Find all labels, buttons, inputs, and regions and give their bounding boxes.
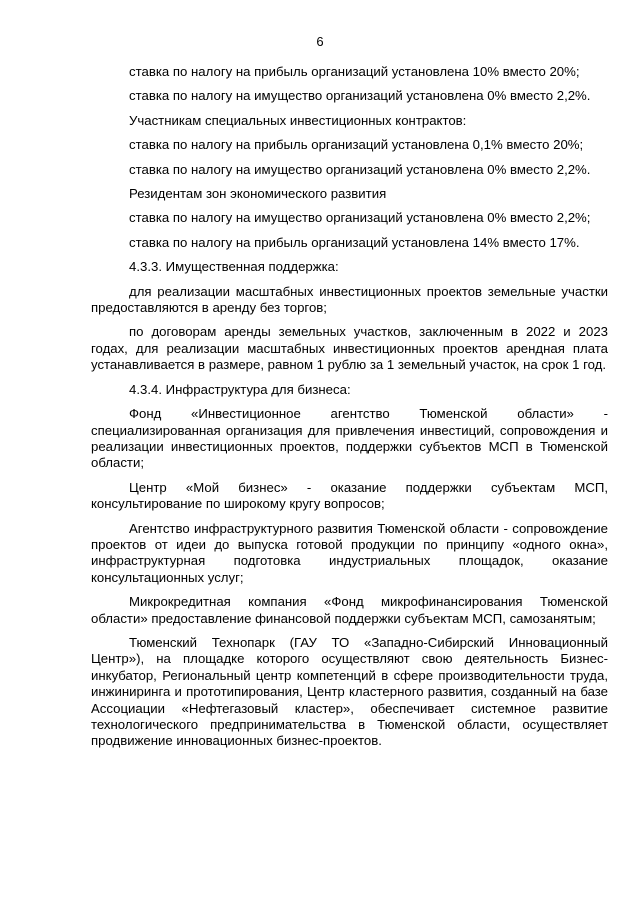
document-body: [91, 64, 608, 758]
paragraph-my-business-center: Центр «Мой бизнес» - оказание поддержки субъектам МСП, консультирование по широкому кругу вопросов;: [91, 479, 608, 512]
paragraph-spic-property-tax: ставка по налогу на имущество организаций установлена 0% вместо 2,2%.: [129, 161, 591, 177]
paragraph-microfinance-fund: Микрокредитная компания «Фонд микрофинансирования Тюменской области» предоставление финансовой поддержки субъектам МСП, самозанятым;: [91, 594, 608, 626]
paragraph-technopark: Тюменский Технопарк (ГАУ ТО «Западно-Сибирский Инновационный Центр»), на площадке которого осуществляют свою деятельность Бизнес-инкубатор, Региональный центр компетенций в сфере производительности труда, инжиниринга и прототипирования, Центр кластерного развития, созданный на базе Ассоциации «Нефтегазовый кластер», обеспечивает системное развитие технологического предпринимательства в Тюменской области, осуществляет продвижение инновационных бизнес-проектов.: [91, 634, 608, 749]
paragraph-infrastructure-agency: Агентство инфраструктурного развития Тюменской области - сопровождение проектов от идеи до выпуска готовой продукции по принципу «одного окна», инфраструктурная подготовка индустриальных площадок, оказание консультационных услуг;: [91, 520, 608, 585]
paragraph-land-lease-rent: по договорам аренды земельных участков, заключенным в 2022 и 2023 годах, для реализации масштабных инвестиционных проектов арендная плата устанавливается в размере, равном 1 рублю за 1 земельный участок, на срок 1 год.: [91, 324, 608, 373]
paragraph-profit-tax-rate: ставка по налогу на прибыль организаций установлена 10% вместо 20%;: [129, 64, 580, 79]
section-heading-property-support: 4.3.3. Имущественная поддержка:: [129, 259, 339, 275]
paragraph-land-lease-no-auction: для реализации масштабных инвестиционных проектов земельные участки предоставляются в аренду без торгов;: [91, 283, 608, 316]
paragraph-property-tax-rate: ставка по налогу на имущество организаций установлена 0% вместо 2,2%.: [129, 88, 591, 104]
paragraph-zones-heading: Резидентам зон экономического развития: [129, 186, 387, 202]
paragraph-spic-heading: Участникам специальных инвестиционных контрактов:: [129, 112, 467, 128]
paragraph-spic-profit-tax: ставка по налогу на прибыль организаций установлена 0,1% вместо 20%;: [129, 137, 584, 153]
paragraph-investment-agency: Фонд «Инвестиционное агентство Тюменской области» - специализированная организация для привлечения инвестиций, сопровождения и реализации инвестиционных проектов, поддержки субъектов МСП в Тюменской области;: [91, 406, 608, 471]
page-number: 6: [316, 34, 324, 49]
section-heading-infrastructure: 4.3.4. Инфраструктура для бизнеса:: [129, 381, 351, 397]
paragraph-zones-property-tax: ставка по налогу на имущество организаций установлена 0% вместо 2,2%;: [129, 210, 591, 226]
paragraph-zones-profit-tax: ставка по налогу на прибыль организаций установлена 14% вместо 17%.: [129, 234, 580, 250]
